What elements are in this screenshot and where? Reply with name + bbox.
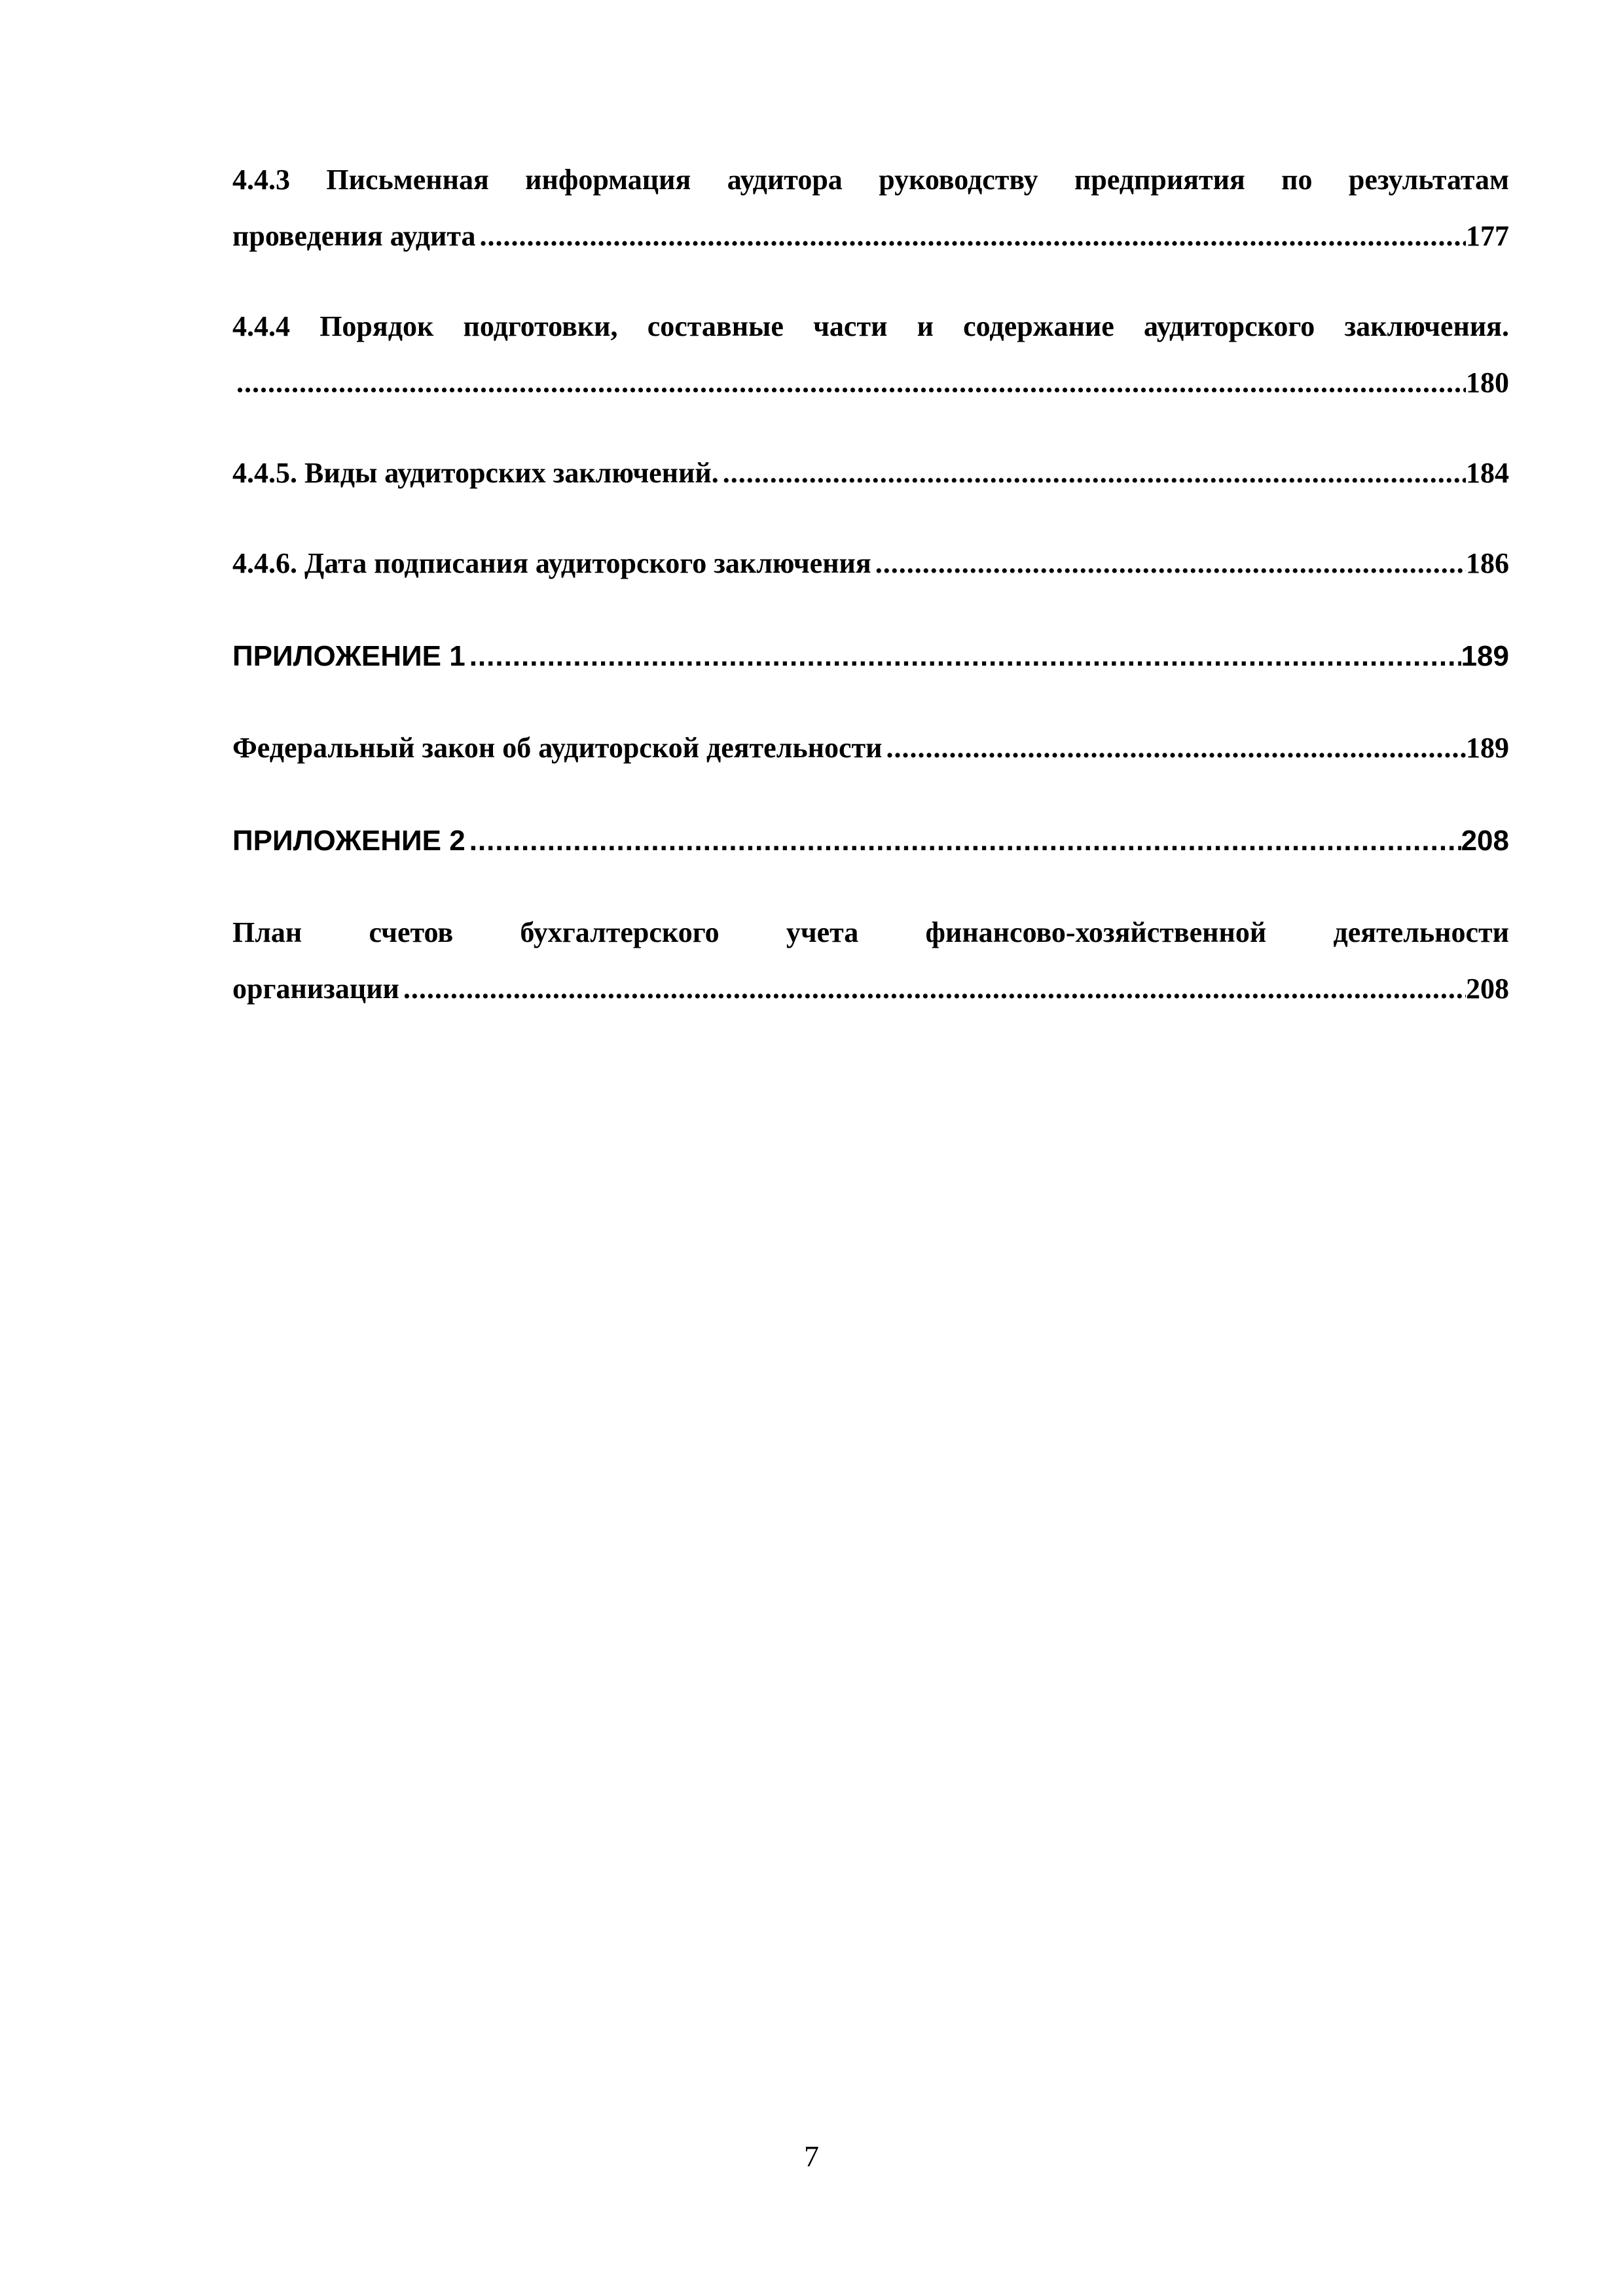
toc-entry-4-4-5[interactable] xyxy=(232,445,1509,501)
dot-leader xyxy=(883,720,1467,776)
toc-page-number: 208 xyxy=(1466,973,1509,1005)
dot-leader xyxy=(719,445,1466,501)
page-number: 7 xyxy=(804,2140,819,2173)
toc-entry-leader-line xyxy=(232,961,1509,1017)
dot-leader xyxy=(465,813,1461,869)
toc-page-number: 184 xyxy=(1466,457,1509,489)
toc-page-number: 180 xyxy=(1466,367,1509,399)
toc-entry-4-4-3[interactable] xyxy=(232,152,1509,264)
toc-entry-4-4-6[interactable] xyxy=(232,535,1509,592)
toc-page-number: 189 xyxy=(1461,640,1509,672)
toc-entry-title-line: План счетов бухгалтерского учета финансово-хозяйственной деятельности xyxy=(232,916,1509,948)
toc-entry-title: Федеральный закон об аудиторской деятельности xyxy=(232,732,883,764)
dot-leader xyxy=(399,961,1466,1017)
toc-page-number: 208 xyxy=(1461,825,1509,857)
dot-leader xyxy=(465,628,1461,685)
toc-entry-chart-of-accounts[interactable] xyxy=(232,905,1509,1017)
toc-entry-appendix-2[interactable] xyxy=(232,813,1509,869)
toc-entry-title: 4.4.5. Виды аудиторских заключений. xyxy=(232,457,719,489)
dot-leader xyxy=(232,355,1466,411)
toc-entry-title: ПРИЛОЖЕНИЕ 1 xyxy=(232,640,465,672)
toc-entry-appendix-1[interactable] xyxy=(232,628,1509,685)
toc-page-number: 186 xyxy=(1466,547,1509,579)
toc-page-number: 189 xyxy=(1466,732,1509,764)
toc-entry-title: 4.4.6. Дата подписания аудиторского заключения xyxy=(232,547,871,579)
toc-entry-title-line: 4.4.3 Письменная информация аудитора руководству предприятия по результатам xyxy=(232,164,1509,196)
toc-entry-title-line: 4.4.4 Порядок подготовки, составные части и содержание аудиторского заключения. xyxy=(232,310,1509,342)
toc-entry-title-continuation: проведения аудита xyxy=(232,220,476,252)
dot-leader xyxy=(871,535,1466,592)
toc-entry-leader-line xyxy=(232,355,1509,411)
toc-entry-federal-law[interactable] xyxy=(232,720,1509,776)
toc-entry-leader-line xyxy=(232,208,1509,264)
toc-entry-title: ПРИЛОЖЕНИЕ 2 xyxy=(232,825,465,857)
table-of-contents xyxy=(232,152,1509,1017)
toc-entry-title-continuation: организации xyxy=(232,973,399,1005)
toc-page-number: 177 xyxy=(1466,220,1509,252)
toc-entry-4-4-4[interactable] xyxy=(232,298,1509,411)
dot-leader xyxy=(476,208,1467,264)
